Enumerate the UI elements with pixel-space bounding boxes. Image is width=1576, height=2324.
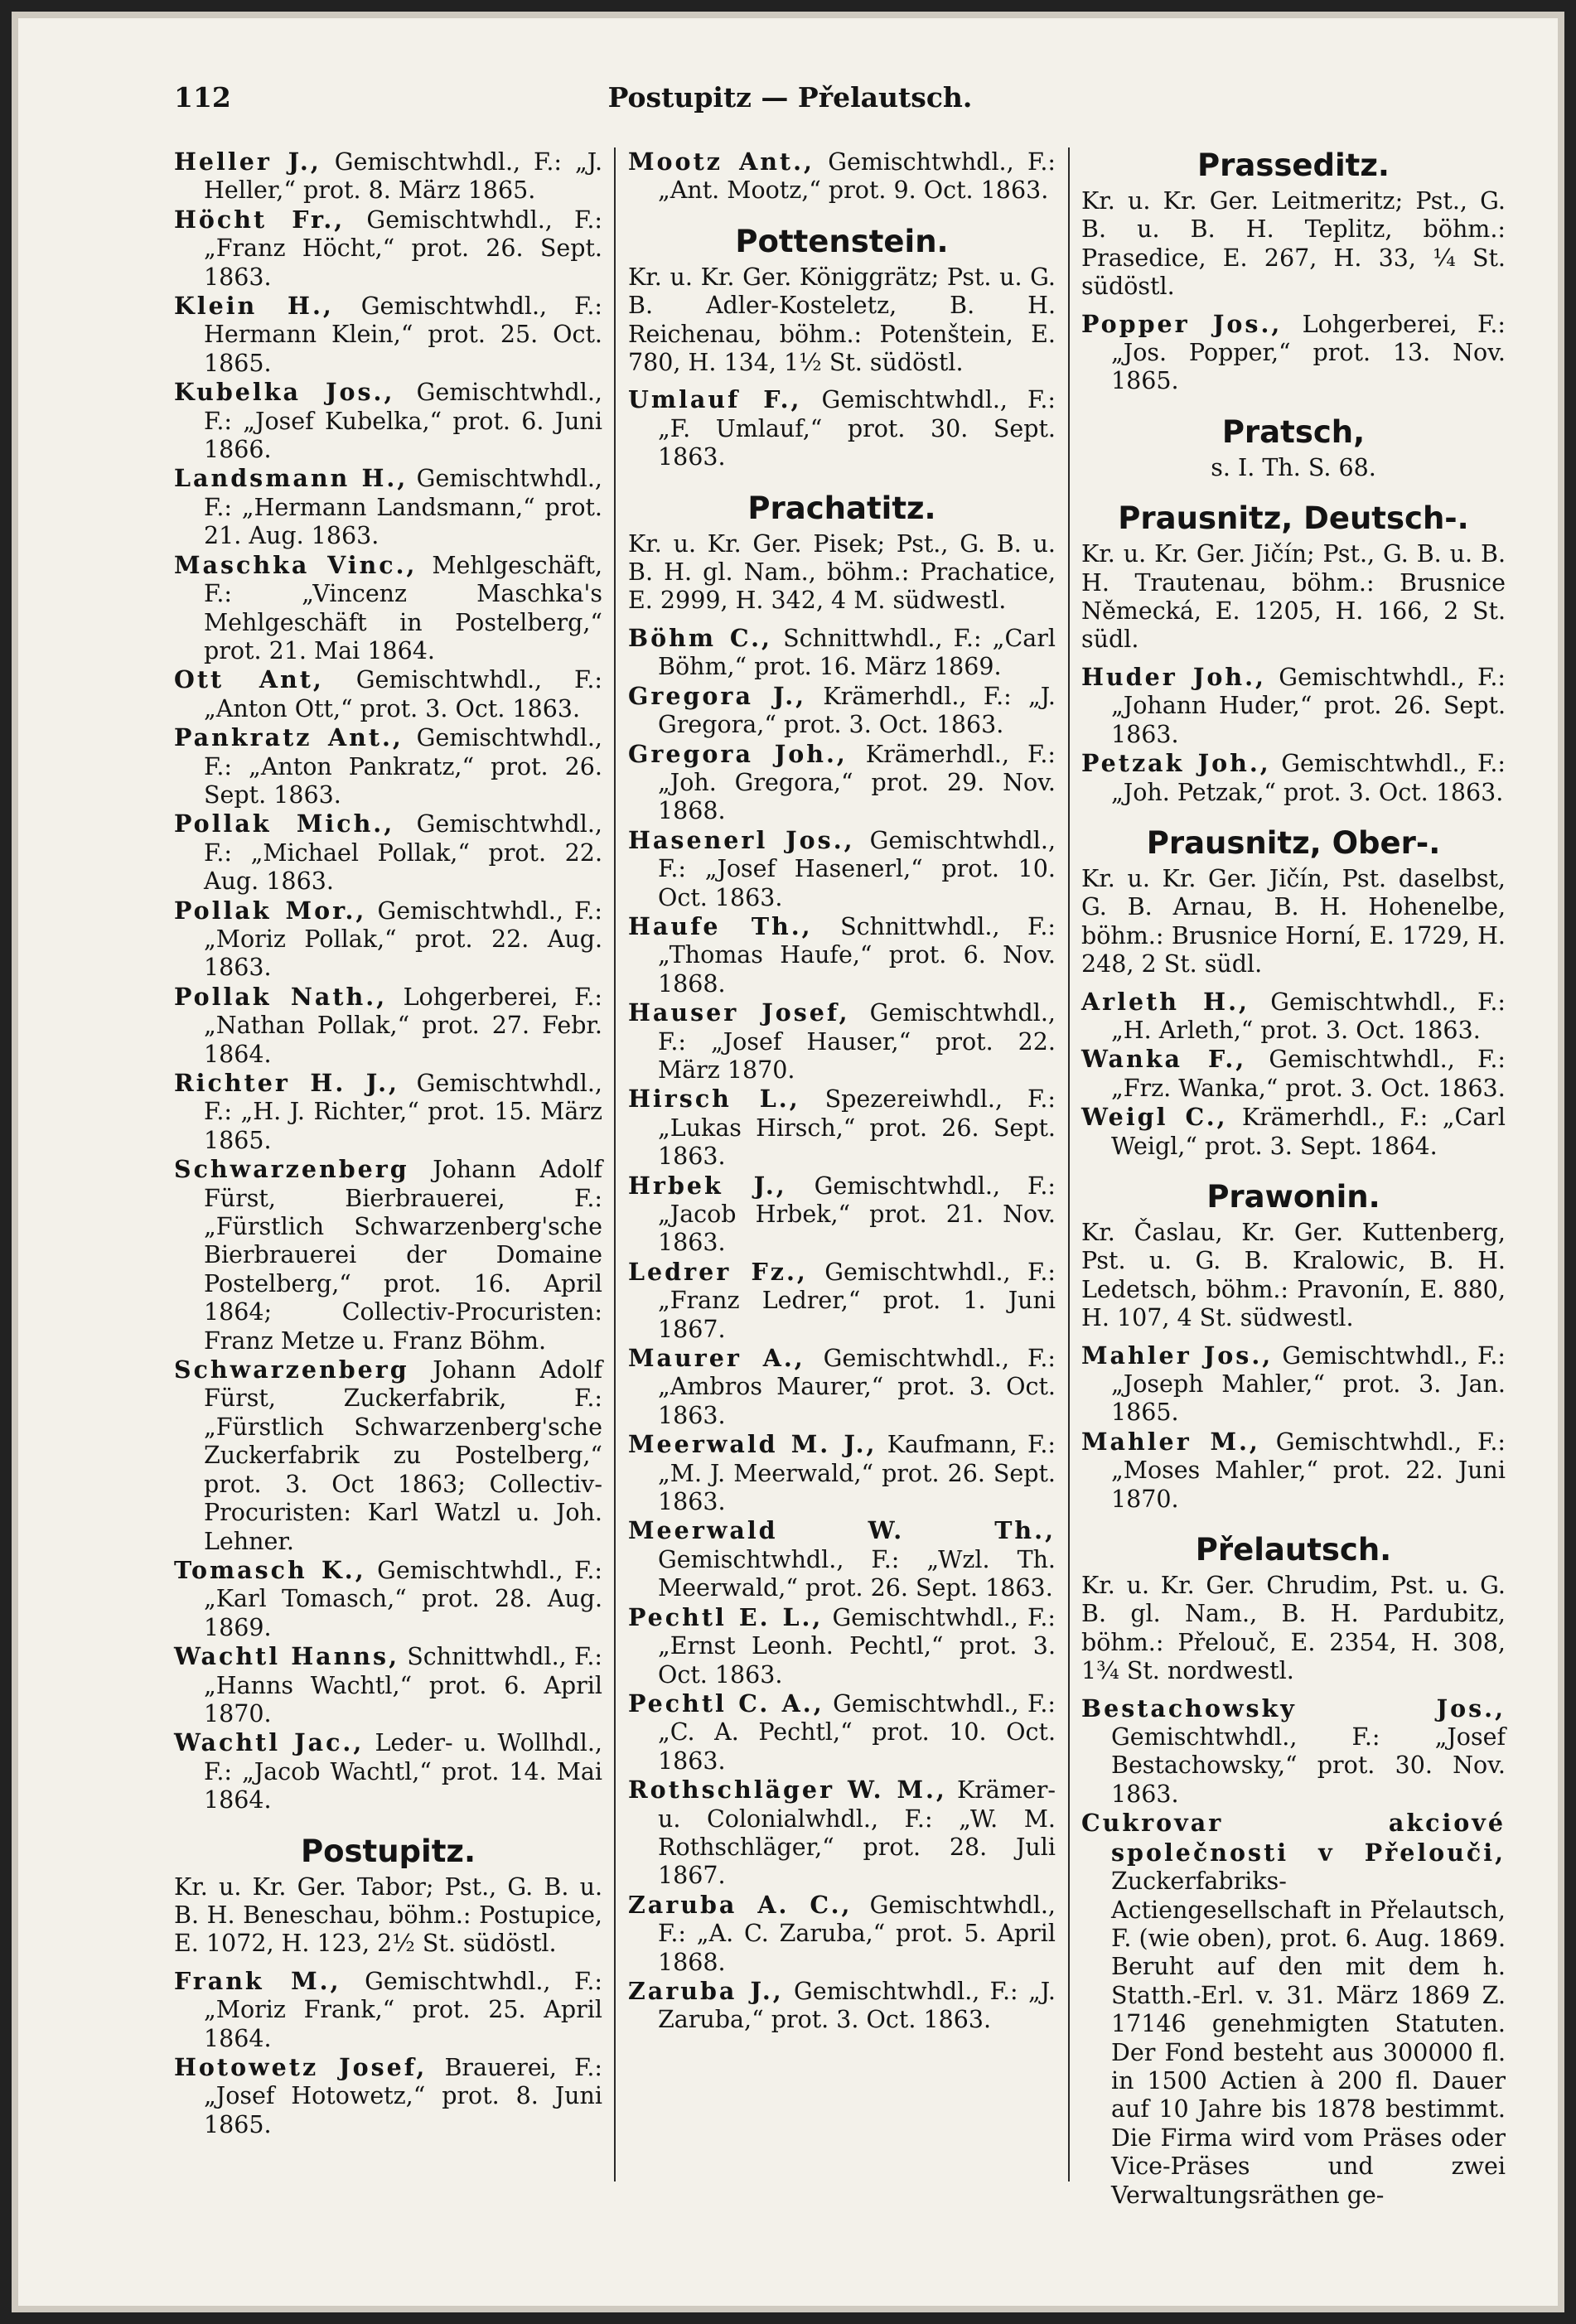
place-heading: Prausnitz, Ober-. [1146,824,1441,861]
directory-entry [174,378,602,464]
entry-name: Landsmann H., [174,464,409,493]
entry-text: Gemischtwhdl., F.: „C. A. Pechtl,“ prot. 10. Oct. 1863. [658,1689,1056,1775]
column-2 [628,147,1056,2186]
entry-text: Gemischtwhdl., F.: „J. Zaruba,“ prot. 3. Oct. 1863. [658,1977,1056,2034]
entry-name: Haufe Th., [628,911,813,940]
place-description: Kr. u. Kr. Ger. Jičín, Pst. daselbst, G. B. Arnau, B. H. Hohenelbe, böhm.: Brusnice Horní, E. 1729, H. 248, 2 St. südl. [1081,864,1506,978]
entry-text: Krämerhdl., F.: „J. Gregora,“ prot. 3. Oct. 1863. [658,682,1056,739]
entry-text: Lohgerberei, F.: „Nathan Pollak,“ prot. 27. Febr. 1864. [204,983,602,1068]
directory-entry [1081,749,1506,807]
directory-entry [1081,1341,1506,1428]
place-description: s. I. Th. S. 68. [1211,453,1376,481]
entry-name: Ott Ant, [174,665,324,694]
directory-entry [174,1728,602,1814]
entry-name: Pollak Mor., [174,896,367,925]
directory-entry [628,1344,1056,1430]
place-description: Kr. u. Kr. Ger. Leitmeritz; Pst., G. B. u. B. H. Teplitz, böhm.: Prasedice, E. 267, H. 33, ¼ St. südöstl. [1081,187,1506,301]
entry-text: Gemischtwhdl., F.: „Frz. Wanka,“ prot. 3. Oct. 1863. [1111,1046,1506,1102]
directory-entry [174,665,602,723]
entry-name: Wachtl Jac., [174,1728,365,1757]
directory-entry [174,1967,602,2053]
directory-entry [174,1069,602,1155]
entry-text: Brauerei, F.: „Josef Hotowetz,“ prot. 8. Juni 1865. [204,2054,602,2138]
directory-entry [628,826,1056,912]
entry-text: Gemischtwhdl., F.: „Moses Mahler,“ prot. 22. Juni 1870. [1111,1428,1506,1513]
entry-name: Böhm C., [628,623,772,652]
entry-text: Krämer- u. Colonialwhdl., F.: „W. M. Rothschläger,“ prot. 28. Juli 1867. [658,1776,1056,1890]
place-heading: Prawonin. [1206,1178,1380,1215]
entry-text: Gemischtwhdl., F.: „Ant. Mootz,“ prot. 9. Oct. 1863. [658,148,1056,205]
entry-name: Petzak Joh., [1081,749,1271,778]
place-description: Kr. u. Kr. Ger. Königgrätz; Pst. u. G. B. Adler-Kosteletz, B. H. Reichenau, böhm.: Potenštein, E. 780, H. 134, 1½ St. südöstl. [628,263,1056,377]
entry-name: Tomasch K., [174,1555,366,1584]
directory-entry [1081,1045,1506,1103]
directory-entry [1081,1694,1506,1809]
directory-entry [628,740,1056,826]
entry-text: Gemischtwhdl., F.: „Josef Hauser,“ prot. 22. März 1870. [658,999,1056,1084]
entry-name: Rothschläger W. M., [628,1776,947,1805]
entry-name: Klein H., [174,292,334,321]
entry-name: Hauser Josef, [628,998,850,1027]
entry-name: Heller J., [174,147,321,176]
entry-name: Ledrer Fz., [628,1257,808,1286]
entry-text: Gemischtwhdl., F.: „Josef Hasenerl,“ prot. 10. Oct. 1863. [658,826,1056,911]
entry-name: Popper Jos., [1081,309,1283,338]
directory-entry [628,1172,1056,1258]
entry-name: Huder Joh., [1081,662,1266,691]
entry-name: Mootz Ant., [628,147,815,176]
entry-name: Bestachowsky Jos., [1081,1693,1506,1722]
directory-entry [174,292,602,378]
directory-entry [1081,1428,1506,1514]
entry-name: Richter H. J., [174,1069,399,1097]
column-1 [174,147,602,2186]
entry-text: Gemischtwhdl., F.: „Franz Ledrer,“ prot. 1. Juni 1867. [658,1258,1056,1343]
entry-name: Pankratz Ant., [174,723,404,752]
entry-text: Gemischtwhdl., F.: „Joseph Mahler,“ prot. 3. Jan. 1865. [1111,1341,1506,1427]
directory-entry [1081,1809,1506,2210]
place-heading: Pottenstein. [735,223,949,259]
directory-entry [628,1258,1056,1344]
entry-text: Gemischtwhdl., F.: „Ernst Leonh. Pechtl,“ prot. 3. Oct. 1863. [658,1603,1056,1689]
column-divider [1068,147,1070,2181]
page-number: 112 [174,81,231,114]
place-heading: Pratsch, [1221,413,1366,450]
entry-text: Johann Adolf Fürst, Bierbrauerei, F.: „Fürstlich Schwarzenberg'sche Bierbrauerei der Domaine Postelberg,“ prot. 16. April 1864; Collectiv-Procuristen: Franz Metze u. Franz Böhm. [204,1156,602,1355]
entry-name: Gregora J., [628,681,807,710]
entry-text: Gemischtwhdl., F.: „Josef Bestachowsky,“ prot. 30. Nov. 1863. [1111,1723,1506,1808]
entry-name: Maschka Vinc., [174,550,418,579]
entry-text: Schnittwhdl., F.: „Thomas Haufe,“ prot. 6. Nov. 1868. [658,912,1056,998]
entry-name: Pollak Mich., [174,809,395,838]
directory-entry [1081,310,1506,396]
entry-name: Hasenerl Jos., [628,825,855,854]
directory-entry [1081,663,1506,749]
entry-name: Pechtl E. L., [628,1602,824,1631]
place-heading: Přelautsch. [1195,1532,1392,1568]
entry-name: Wanka F., [1081,1045,1247,1074]
place-heading: Postupitz. [300,1833,476,1869]
entry-name: Gregora Joh., [628,739,848,768]
entry-name: Wachtl Hanns, [174,1642,399,1671]
place-heading: Prausnitz, Deutsch-. [1118,500,1469,537]
directory-entry [174,147,602,205]
entry-name: Pechtl C. A., [628,1689,824,1718]
entry-name: Frank M., [174,1966,341,1995]
entry-name: Zaruba J., [628,1976,784,2005]
entry-text: Krämerhdl., F.: „Joh. Gregora,“ prot. 29. Nov. 1868. [658,740,1056,825]
column-3 [1081,147,1506,2209]
entry-name: Pollak Nath., [174,982,388,1011]
directory-entry [174,896,602,983]
place-heading: Prachatitz. [747,490,936,526]
directory-entry [628,1689,1056,1776]
entry-name: Hotowetz Josef, [174,2053,428,2081]
entry-name: Schwarzenberg [174,1355,409,1384]
entry-text: Gemischtwhdl., F.: Hermann Klein,“ prot. 25. Oct. 1865. [204,292,603,377]
entry-text: Gemischtwhdl., F.: „Wzl. Th. Meerwald,“ prot. 26. Sept. 1863. [658,1545,1056,1602]
directory-entry [174,983,602,1069]
entry-name: Maurer A., [628,1344,805,1373]
entry-text: Gemischtwhdl., F.: „Hermann Landsmann,“ prot. 21. Aug. 1863. [204,465,602,550]
entry-text: Gemischtwhdl., F.: „Ambros Maurer,“ prot. 3. Oct. 1863. [658,1345,1056,1429]
entry-text: Gemischtwhdl., F.: „H. Arleth,“ prot. 3. Oct. 1863. [1111,988,1506,1044]
directory-entry [628,1776,1056,1891]
directory-entry [174,1556,602,1642]
directory-entry [628,682,1056,740]
directory-entry [174,723,602,809]
entry-text: Gemischtwhdl., F.: „Michael Pollak,“ prot. 22. Aug. 1863. [204,810,602,896]
directory-entry [628,912,1056,998]
entry-name: Mahler Jos., [1081,1341,1274,1370]
entry-text: Zuckerfabriks-Actiengesellschaft in Přelautsch, F. (wie oben), prot. 6. Aug. 1869. Beruht auf den mit dem h. Statth.-Erl. v. 31. März 1869 Z. 17146 genehmigten Statuten. Der Fond besteht aus 300000 fl. in 1500 Actien à 200 fl. Dauer auf 10 Jahre bis 1878 bestimmt. Die Firma wird vom Präses oder Vice-Präses und zwei Verwaltungsräthen ge- [1111,1867,1506,2209]
directory-entry [628,1516,1056,1602]
directory-entry [628,1430,1056,1516]
entry-text: Johann Adolf Fürst, Zuckerfabrik, F.: „Fürstlich Schwarzenberg'sche Zuckerfabrik zu Postelberg,“ prot. 3. Oct 1863; Collectiv-Procuristen: Karl Watzl u. Joh. Lehner. [204,1356,602,1555]
directory-entry [628,1603,1056,1689]
entry-text: Gemischtwhdl., F.: „Moriz Pollak,“ prot. 22. Aug. 1863. [204,896,603,982]
entry-text: Leder- u. Wollhdl., F.: „Jacob Wachtl,“ prot. 14. Mai 1864. [204,1729,602,1814]
directory-entry [628,1085,1056,1171]
directory-entry [174,551,602,666]
directory-entry [174,1642,602,1728]
entry-text: Gemischtwhdl., F.: „Johann Huder,“ prot. 26. Sept. 1863. [1111,663,1506,748]
directory-entry [174,2053,602,2139]
directory-entry [628,1891,1056,1977]
entry-text: Mehlgeschäft, F.: „Vincenz Maschka's Mehlgeschäft in Postelberg,“ prot. 21. Mai 1864. [204,551,602,664]
entry-text: Lohgerberei, F.: „Jos. Popper,“ prot. 13. Nov. 1865. [1111,310,1506,395]
entry-name: Meerwald W. Th., [628,1516,1056,1545]
place-description: Kr. u. Kr. Ger. Chrudim, Pst. u. G. B. gl. Nam., B. H. Pardubitz, böhm.: Přelouč, E. 2354, H. 308, 1¾ St. nordwestl. [1081,1572,1506,1685]
entry-name: Cukrovar akciové společnosti v Přelouči, [1081,1809,1506,1867]
entry-text: Spezereiwhdl., F.: „Lukas Hirsch,“ prot. 26. Sept. 1863. [658,1085,1056,1171]
directory-entry [174,464,602,550]
entry-text: Gemischtwhdl., F.: „A. C. Zaruba,“ prot. 5. April 1868. [658,1891,1056,1976]
entry-text: Gemischtwhdl., F.: „Franz Höcht,“ prot. 26. Sept. 1863. [204,205,603,291]
entry-name: Hrbek J., [628,1171,787,1200]
entry-name: Arleth H., [1081,987,1250,1016]
running-title: Postupitz — Přelautsch. [607,81,973,114]
entry-text: Gemischtwhdl., F.: „F. Umlauf,“ prot. 30. Sept. 1863. [658,386,1056,471]
entry-name: Mahler M., [1081,1427,1260,1456]
entry-text: Gemischtwhdl., F.: „Joh. Petzak,“ prot. 3. Oct. 1863. [1111,750,1506,806]
entry-name: Weigl C., [1081,1103,1228,1132]
entry-text: Gemischtwhdl., F.: „Moriz Frank,“ prot. 25. April 1864. [204,1967,603,2052]
entry-name: Schwarzenberg [174,1155,409,1184]
directory-entry [1081,988,1506,1046]
entry-text: Gemischtwhdl., F.: „H. J. Richter,“ prot. 15. März 1865. [204,1070,602,1154]
place-description: Kr. u. Kr. Ger. Tabor; Pst., G. B. u. B. H. Beneschau, böhm.: Postupice, E. 1072, H. 123, 2½ St. südöstl. [174,1872,602,1958]
place-description: Kr. u. Kr. Ger. Jičín; Pst., G. B. u. B. H. Trautenau, böhm.: Brusnice Německá, E. 1205, H. 166, 2 St. südl. [1081,540,1506,654]
entry-name: Umlauf F., [628,385,802,414]
entry-text: Krämerhdl., F.: „Carl Weigl,“ prot. 3. Sept. 1864. [1111,1104,1506,1160]
directory-entry [1081,1103,1506,1161]
entry-text: Schnittwhdl., F.: „Carl Böhm,“ prot. 16. März 1869. [658,624,1056,681]
directory-entry [628,998,1056,1085]
entry-text: Gemischtwhdl., F.: „J. Heller,“ prot. 8. März 1865. [204,148,603,205]
place-description: Kr. Časlau, Kr. Ger. Kuttenberg, Pst. u. G. B. Kralowic, B. H. Ledetsch, böhm.: Pravonín, E. 880, H. 107, 4 St. südwestl. [1081,1218,1506,1332]
place-heading: Prasseditz. [1197,147,1390,183]
entry-text: Schnittwhdl., F.: „Hanns Wachtl,“ prot. 6. April 1870. [204,1643,602,1727]
entry-text: Gemischtwhdl., F.: „Anton Pankratz,“ prot. 26. Sept. 1863. [204,724,602,809]
entry-name: Kubelka Jos., [174,378,395,407]
directory-entry [628,147,1056,205]
directory-entry [628,624,1056,682]
entry-text: Kaufmann, F.: „M. J. Meerwald,“ prot. 26. Sept. 1863. [658,1431,1056,1516]
directory-entry [628,1977,1056,2035]
column-divider [614,147,616,2181]
entry-text: Gemischtwhdl., F.: „Anton Ott,“ prot. 3. Oct. 1863. [204,666,602,722]
entry-text: Gemischtwhdl., F.: „Karl Tomasch,“ prot. 28. Aug. 1869. [204,1556,603,1641]
entry-text: Gemischtwhdl., F.: „Jacob Hrbek,“ prot. 21. Nov. 1863. [658,1172,1056,1257]
directory-entry [174,1155,602,1355]
place-description: Kr. u. Kr. Ger. Pisek; Pst., G. B. u. B. H. gl. Nam., böhm.: Prachatice, E. 2999, H. 342, 4 M. südwestl. [628,529,1056,615]
entry-name: Meerwald M. J., [628,1430,877,1459]
directory-entry [174,1355,602,1556]
page-header [174,81,1406,123]
entry-text: Gemischtwhdl., F.: „Josef Kubelka,“ prot. 6. Juni 1866. [204,379,602,464]
directory-entry [174,809,602,896]
directory-entry [174,205,602,292]
entry-name: Höcht Fr., [174,205,346,234]
entry-name: Zaruba A. C., [628,1890,853,1919]
entry-name: Hirsch L., [628,1085,800,1114]
directory-entry [628,385,1056,471]
